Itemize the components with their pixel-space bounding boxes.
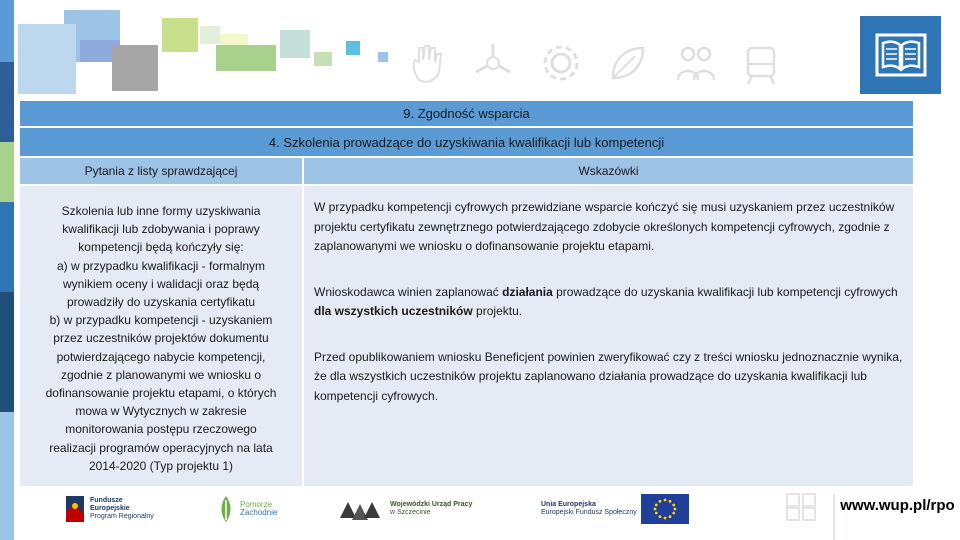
eu-text	[541, 501, 637, 517]
guidance-paragraph-2	[314, 283, 903, 322]
website-link[interactable]: www.wup.pl/rpo	[833, 494, 960, 540]
decorative-square	[346, 41, 360, 55]
pomorze-text	[240, 501, 277, 517]
question-cell	[20, 186, 304, 486]
logo-text: Zachodnie	[240, 508, 278, 517]
question-line: przez uczestników projektów dokumentu	[53, 331, 269, 346]
book-icon	[875, 33, 927, 77]
logo-text: Program Regionalny	[90, 513, 154, 520]
section-title: 9. Zgodność wsparcia	[20, 101, 913, 128]
decorative-square	[378, 52, 388, 62]
eu-funds-icon	[64, 494, 86, 524]
eu-logo	[541, 494, 689, 524]
logo-text: Fundusze	[90, 497, 123, 504]
question-line: monitorowania postępu rzeczowego	[65, 422, 257, 437]
column-header-guidance: Wskazówki	[304, 158, 913, 184]
question-line: mowa w Wytycznych w zakresie	[75, 404, 247, 419]
guidance-cell	[304, 186, 913, 486]
eu-funds-text	[90, 497, 154, 521]
decorative-square	[314, 52, 332, 66]
guidance-text: prowadzące do uzyskania kwalifikacji lub kompetencji cyfrowych	[552, 284, 898, 299]
column-header-questions: Pytania z listy sprawdzającej	[20, 158, 304, 184]
logo-text: Wojewódzki Urząd Pracy	[390, 501, 473, 508]
pomorze-logo	[216, 494, 277, 524]
people-icon	[672, 40, 718, 86]
guidance-emphasis: działania	[502, 284, 553, 299]
decorative-grid-icon	[785, 492, 833, 522]
decorative-square	[216, 45, 276, 71]
decorative-square	[200, 26, 220, 44]
wind-turbine-icon	[470, 40, 516, 86]
pomorze-icon	[216, 494, 236, 524]
question-line: prowadziły do uzyskania certyfikatu	[66, 295, 256, 310]
column-headers	[20, 158, 913, 186]
decorative-square	[112, 45, 158, 91]
wup-logo	[338, 494, 472, 524]
gear-icon	[538, 40, 584, 86]
guidance-paragraph-3: Przed opublikowaniem wniosku Beneficjent powinien zweryfikować czy z treści wniosku jednoznacznie wynika, że dla wszystkich uczestników projektu zaplanowano działania prowadzące do uzyskania kwalifikacji lub kompetencji cyfrowych.	[314, 349, 903, 403]
book-logo	[860, 16, 941, 94]
question-line: realizacji programów operacyjnych na lata	[49, 440, 273, 455]
decorative-square	[162, 18, 198, 52]
logo-text: w Szczecinie	[390, 509, 431, 516]
wup-text	[390, 501, 472, 517]
logo-text: Unia Europejska	[541, 501, 596, 508]
question-line: zgodnie z planowanymi we wniosku o	[60, 367, 262, 382]
decorative-strip	[0, 142, 14, 202]
decorative-strip	[0, 62, 14, 142]
logo-text: Europejskie	[90, 505, 130, 512]
decorative-square	[18, 24, 76, 94]
subsection-title: 4. Szkolenia prowadzące do uzyskiwania kwalifikacji lub kompetencji	[20, 128, 913, 158]
guidance-paragraph-1: W przypadku kompetencji cyfrowych przewidziane wsparcie kończyć się musi uzyskaniem przez uczestników projektu certyfikatu zewnętrznego potwierdzającego zdobycie określonych kompetencji cyfrowych, zgodnie z zaplanowanymi we wniosku o dofinansowanie projektu etapami.	[314, 200, 895, 253]
checklist-table	[20, 101, 913, 486]
question-line: kompetencji będą kończyły się:	[78, 240, 244, 255]
guidance-emphasis: dla wszystkich uczestników	[314, 304, 473, 318]
decorative-strip	[0, 0, 14, 62]
question-line: b) w przypadku kompetencji - uzyskaniem	[49, 313, 273, 328]
decorative-strip	[0, 292, 14, 412]
table-row	[20, 186, 913, 486]
decorative-strip	[0, 202, 14, 292]
decorative-strip	[0, 412, 14, 540]
question-line: a) w przypadku kwalifikacji - formalnym	[56, 258, 266, 273]
leaf-icon	[605, 40, 651, 86]
wup-icon	[338, 494, 386, 524]
hand-icon	[405, 40, 451, 86]
eu-flag-icon	[641, 494, 689, 524]
question-line: wynikiem oceny i walidacji oraz będą	[62, 276, 260, 291]
eu-funds-logo	[64, 494, 154, 524]
guidance-text: projektu.	[472, 304, 523, 318]
logo-text: Pomorze	[240, 500, 273, 509]
question-line: Szkolenia lub inne formy uzyskiwania	[61, 204, 261, 218]
tram-icon	[738, 40, 784, 86]
question-line: kwalifikacji lub zdobywania i poprawy	[62, 222, 260, 237]
question-line: potwierdzającego nabycie kompetencji,	[56, 349, 266, 364]
question-line: dofinansowanie projektu etapami, o których	[45, 386, 277, 401]
decorative-square	[280, 30, 310, 58]
logo-text: Europejski Fundusz Społeczny	[541, 509, 637, 516]
question-line: 2014-2020 (Typ projektu 1)	[88, 458, 234, 473]
guidance-text: Wnioskodawca winien zaplanować	[314, 284, 503, 299]
